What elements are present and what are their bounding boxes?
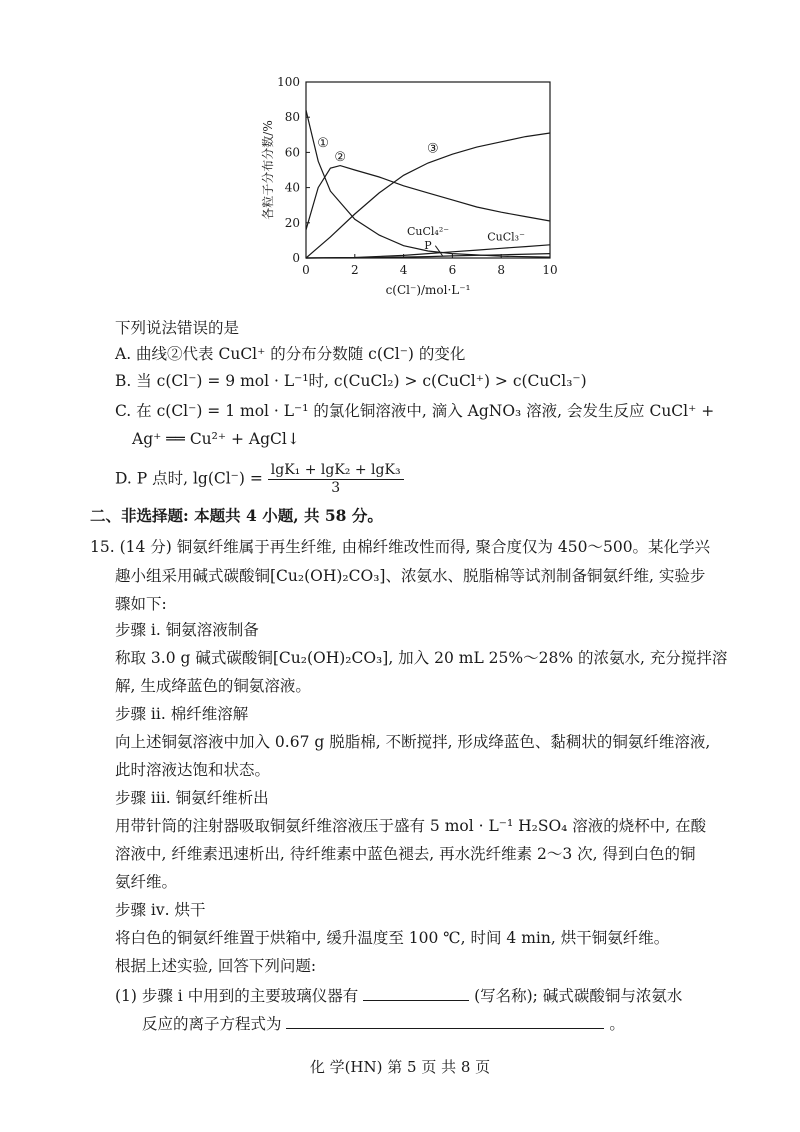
y-axis-label: 各粒子分布分数/% (261, 120, 275, 220)
annotation-1: ② (334, 150, 346, 166)
option-b: B. 当 c(Cl⁻) = 9 mol · L⁻¹时, c(CuCl₂) > c(CuCl⁺) > c(CuCl₃⁻) (115, 372, 587, 390)
subq1-text-a: (1) 步骤 ⅰ 中用到的主要玻璃仪器有 (115, 987, 359, 1005)
y-tick-label: 100 (277, 75, 300, 89)
option-d (115, 462, 404, 497)
step2-line2: 此时溶液达饱和状态。 (115, 761, 271, 779)
distribution-chart (258, 72, 568, 312)
step3-line3: 氨纤维。 (115, 873, 178, 891)
subquestion-1 (115, 984, 682, 1006)
subq1-end: 。 (609, 1015, 625, 1033)
fraction-denominator: 3 (331, 480, 341, 496)
answer-intro: 根据上述实验, 回答下列问题: (115, 957, 317, 975)
option-d-fraction (268, 462, 404, 497)
x-tick-label: 8 (497, 263, 506, 277)
y-tick-label: 60 (284, 145, 300, 160)
annotation-0: ① (317, 136, 329, 152)
y-tick-label: 80 (284, 110, 300, 125)
x-tick-label: 2 (350, 263, 359, 277)
step1-title: 步骤 ⅰ. 铜氨溶液制备 (115, 621, 259, 639)
step1-line1: 称取 3.0 g 碱式碳酸铜[Cu₂(OH)₂CO₃], 加入 20 mL 25%～28% 的浓氨水, 充分搅拌溶 (115, 649, 728, 667)
step3-title: 步骤 ⅲ. 铜氨纤维析出 (115, 789, 269, 807)
step3-line1: 用带针筒的注射器吸取铜氨纤维溶液压于盛有 5 mol · L⁻¹ H₂SO₄ 溶液的烧杯中, 在酸 (115, 817, 707, 835)
step4-title: 步骤 ⅳ. 烘干 (115, 901, 206, 919)
x-axis-label: c(Cl⁻)/mol·L⁻¹ (385, 283, 471, 297)
p-pointer (435, 246, 442, 256)
subq1-text-b: (写名称); 碱式碳酸铜与浓氨水 (474, 987, 683, 1005)
annotation-5: P (424, 239, 432, 253)
section-heading: 二、非选择题: 本题共 4 小题, 共 58 分。 (90, 506, 383, 525)
annotation-4: CuCl₃⁻ (487, 230, 525, 244)
option-c-line1: C. 在 c(Cl⁻) = 1 mol · L⁻¹ 的氯化铜溶液中, 滴入 AgNO₃ 溶液, 会发生反应 CuCl⁺ + (115, 402, 715, 420)
x-tick-label: 4 (399, 263, 408, 277)
option-c-line2: Ag⁺ ══ Cu²⁺ + AgCl↓ (132, 430, 300, 448)
x-tick-label: 10 (542, 263, 558, 277)
annotation-3: CuCl₄²⁻ (406, 225, 450, 239)
answer-blank-2[interactable] (286, 1012, 604, 1029)
y-tick-label: 20 (284, 215, 300, 230)
y-tick-label: 0 (292, 251, 300, 265)
fraction-numerator: lgK₁ + lgK₂ + lgK₃ (268, 462, 404, 480)
series-cucl4-line (306, 254, 550, 258)
page-footer: 化 学(HN) 第 5 页 共 8 页 (309, 1058, 491, 1076)
q15-line1: 15. (14 分) 铜氨纤维属于再生纤维, 由棉纤维改性而得, 聚合度仅为 450～500。某化学兴 (90, 538, 711, 556)
answer-blank-1[interactable] (363, 984, 469, 1001)
subquestion-1-cont (142, 1012, 625, 1034)
option-a: A. 曲线②代表 CuCl⁺ 的分布分数随 c(Cl⁻) 的变化 (115, 345, 466, 363)
chart-svg (258, 72, 568, 312)
annotation-2: ③ (427, 141, 439, 157)
step4-line1: 将白色的铜氨纤维置于烘箱中, 缓升温度至 100 ℃, 时间 4 min, 烘干铜氨纤维。 (115, 929, 670, 947)
step2-title: 步骤 ⅱ. 棉纤维溶解 (115, 705, 249, 723)
step2-line1: 向上述铜氨溶液中加入 0.67 g 脱脂棉, 不断搅拌, 形成绛蓝色、黏稠状的铜氨纤维溶液, (115, 733, 711, 751)
y-tick-label: 40 (284, 180, 300, 195)
x-tick-label: 6 (448, 263, 457, 277)
step3-line2: 溶液中, 纤维素迅速析出, 待纤维素中蓝色褪去, 再水洗纤维素 2～3 次, 得到白色的铜 (115, 845, 696, 863)
option-d-prefix: D. P 点时, lg(Cl⁻) = (115, 469, 263, 488)
question-stem: 下列说法错误的是 (115, 319, 240, 337)
step1-line2: 解, 生成绛蓝色的铜氨溶液。 (115, 677, 311, 695)
subq1-text-c: 反应的离子方程式为 (142, 1015, 282, 1033)
q15-line3: 骤如下: (115, 595, 167, 613)
series-2-line (306, 166, 550, 230)
q15-line2: 趣小组采用碱式碳酸铜[Cu₂(OH)₂CO₃]、浓氨水、脱脂棉等试剂制备铜氨纤维, 实验步 (115, 567, 706, 585)
x-tick-label: 0 (302, 263, 310, 277)
